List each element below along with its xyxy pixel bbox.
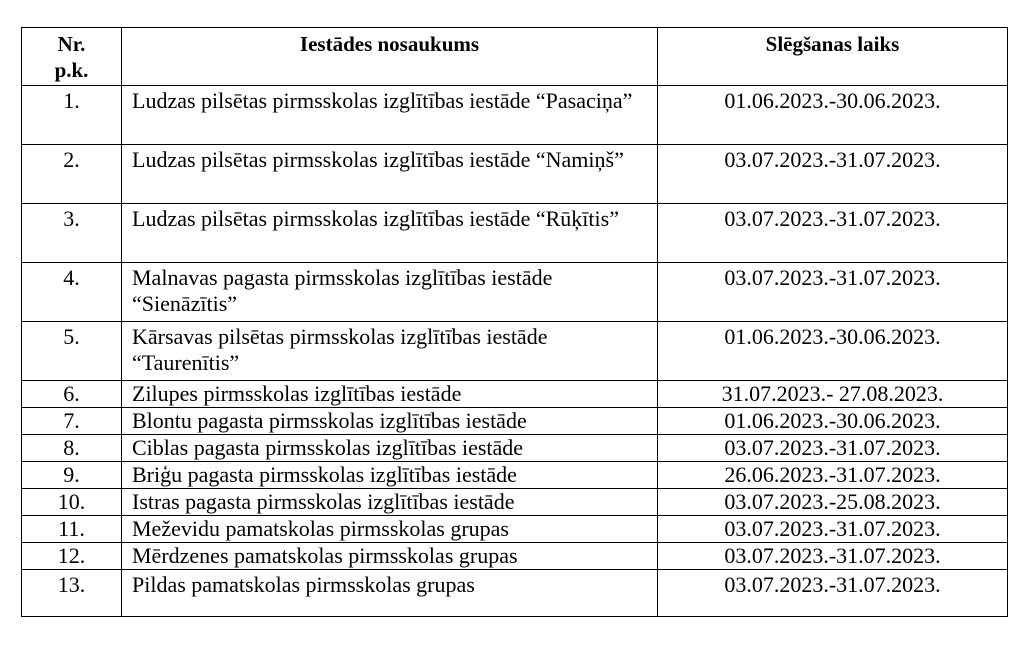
table-row [22,489,1008,516]
closing-period: 31.07.2023.- 27.08.2023. [658,381,1008,408]
table-row [22,263,1008,322]
row-number: 10. [22,489,122,516]
row-number: 2. [22,145,122,204]
closing-period: 03.07.2023.-31.07.2023. [658,516,1008,543]
table-row [22,145,1008,204]
institution-name: Zilupes pirmsskolas izglītības iestāde [122,381,658,408]
header-row [22,28,1008,86]
institution-name: Briģu pagasta pirmsskolas izglītības iestāde [122,462,658,489]
closing-period: 03.07.2023.-31.07.2023. [658,570,1008,617]
row-number: 9. [22,462,122,489]
closing-period: 01.06.2023.-30.06.2023. [658,322,1008,381]
table-row [22,408,1008,435]
institution-name: Ludzas pilsētas pirmsskolas izglītības iestāde “Namiņš” [122,145,658,204]
institution-name: Mērdzenes pamatskolas pirmsskolas grupas [122,543,658,570]
row-number: 5. [22,322,122,381]
row-number: 6. [22,381,122,408]
table-row [22,381,1008,408]
column-header-closing-time: Slēgšanas laiks [658,28,1008,86]
closure-schedule-table [21,27,1008,617]
closing-period: 01.06.2023.-30.06.2023. [658,86,1008,145]
row-number: 3. [22,204,122,263]
table-header [22,28,1008,86]
closing-period: 03.07.2023.-31.07.2023. [658,435,1008,462]
table-row [22,462,1008,489]
closing-period: 26.06.2023.-31.07.2023. [658,462,1008,489]
table-row [22,204,1008,263]
closing-period: 03.07.2023.-31.07.2023. [658,204,1008,263]
table-body [22,86,1008,617]
table-row [22,516,1008,543]
column-header-institution-name: Iestādes nosaukums [122,28,658,86]
column-header-number-line2: p.k. [54,58,89,82]
institution-name: Kārsavas pilsētas pirmsskolas izglītības iestāde “Taurenītis” [122,322,658,381]
institution-name: Istras pagasta pirmsskolas izglītības iestāde [122,489,658,516]
closing-period: 01.06.2023.-30.06.2023. [658,408,1008,435]
closing-period: 03.07.2023.-31.07.2023. [658,263,1008,322]
column-header-number [22,28,122,86]
table-row [22,322,1008,381]
closing-period: 03.07.2023.-25.08.2023. [658,489,1008,516]
row-number: 13. [22,570,122,617]
column-header-number-line1: Nr. [57,32,86,56]
closing-period: 03.07.2023.-31.07.2023. [658,145,1008,204]
row-number: 11. [22,516,122,543]
institution-name: Malnavas pagasta pirmsskolas izglītības iestāde “Sienāzītis” [122,263,658,322]
row-number: 7. [22,408,122,435]
row-number: 4. [22,263,122,322]
row-number: 12. [22,543,122,570]
table-row [22,86,1008,145]
institution-name: Ludzas pilsētas pirmsskolas izglītības iestāde “Pasaciņa” [122,86,658,145]
row-number: 1. [22,86,122,145]
institution-name: Ciblas pagasta pirmsskolas izglītības iestāde [122,435,658,462]
institution-name: Blontu pagasta pirmsskolas izglītības iestāde [122,408,658,435]
row-number: 8. [22,435,122,462]
institution-name: Pildas pamatskolas pirmsskolas grupas [122,570,658,617]
institution-name: Ludzas pilsētas pirmsskolas izglītības iestāde “Rūķītis” [122,204,658,263]
table-row [22,543,1008,570]
closing-period: 03.07.2023.-31.07.2023. [658,543,1008,570]
table-row [22,570,1008,617]
institution-name: Meževidu pamatskolas pirmsskolas grupas [122,516,658,543]
table-row [22,435,1008,462]
